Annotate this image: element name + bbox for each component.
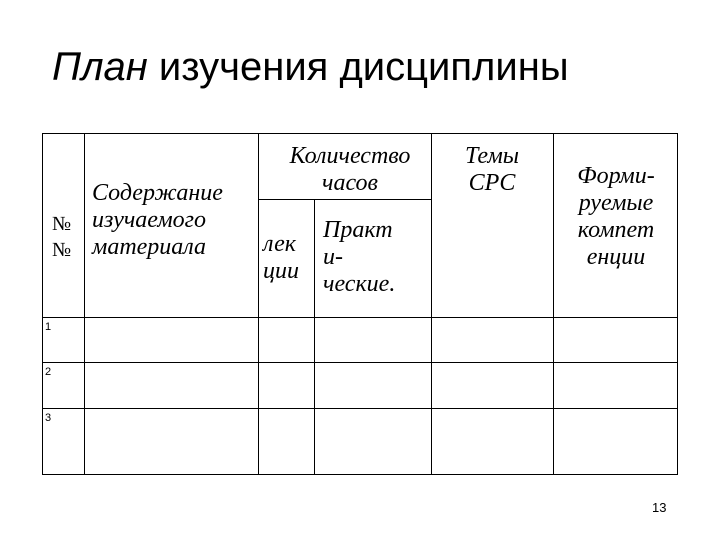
table-border-right bbox=[677, 133, 678, 475]
row-number: 1 bbox=[45, 321, 52, 333]
slide-title-italic: План bbox=[52, 45, 148, 89]
row-line-1 bbox=[42, 362, 678, 363]
row-line-hours-subheader bbox=[258, 199, 431, 200]
header-srs-topics: Темы СРС bbox=[464, 143, 520, 196]
header-lectures: лек ции bbox=[263, 231, 299, 284]
slide-title-rest: изучения дисциплины bbox=[147, 45, 569, 89]
table-border-top bbox=[42, 133, 678, 134]
header-no: № № bbox=[52, 213, 72, 261]
header-hours-group: Количество часов bbox=[289, 143, 411, 196]
row-line-2 bbox=[42, 408, 678, 409]
col-line-hours bbox=[431, 133, 432, 475]
header-content: Содержание изучаемого материала bbox=[92, 180, 223, 260]
col-line-no bbox=[84, 133, 85, 475]
slide-title bbox=[52, 44, 569, 90]
header-competencies: Форми- руемые компет енции bbox=[577, 163, 655, 270]
col-line-lectures bbox=[314, 199, 315, 475]
col-line-content bbox=[258, 133, 259, 475]
col-line-srs bbox=[553, 133, 554, 475]
study-plan-table bbox=[42, 133, 678, 475]
row-number: 3 bbox=[45, 412, 52, 424]
header-practical: Практ и- ческие. bbox=[323, 217, 396, 297]
table-border-bottom bbox=[42, 474, 678, 475]
page-number: 13 bbox=[652, 500, 667, 515]
row-line-header bbox=[42, 317, 678, 318]
table-border-left bbox=[42, 133, 43, 475]
row-number: 2 bbox=[45, 366, 52, 378]
